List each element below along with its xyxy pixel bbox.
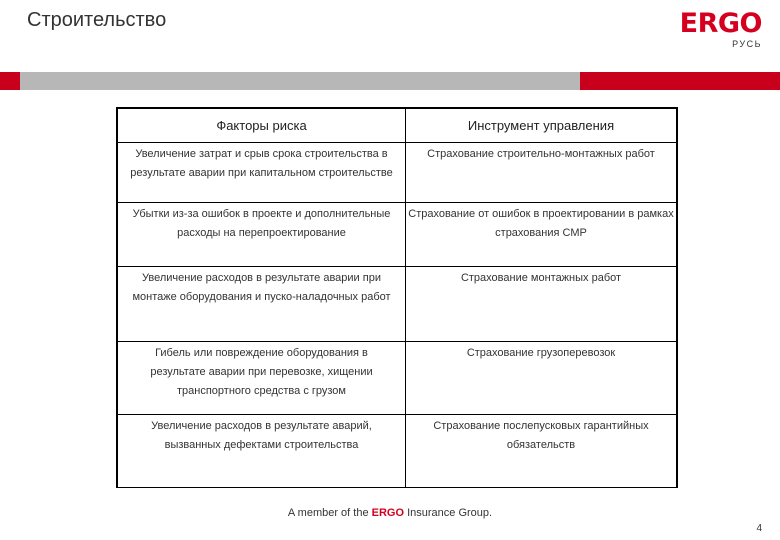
risk-cell: Увеличение расходов в результате аварий, вызванных дефектами строительства — [118, 415, 406, 488]
band-red-left — [0, 72, 20, 90]
risk-cell: Убытки из-за ошибок в проекте и дополнительные расходы на перепроектирование — [118, 203, 406, 267]
tool-cell: Страхование грузоперевозок — [406, 342, 677, 415]
band-grey — [20, 72, 580, 90]
table-row — [118, 203, 677, 267]
risk-cell: Увеличение расходов в результате аварии при монтаже оборудования и пуско-наладочных работ — [118, 267, 406, 342]
risk-cell: Увеличение затрат и срыв срока строительства в результате аварии при капитальном строительстве — [118, 143, 406, 203]
footer-brand: ERGO — [371, 507, 405, 519]
logo-wordmark: ERGO — [679, 8, 762, 39]
header-risk-factors: Факторы риска — [118, 109, 406, 143]
footer-prefix: A member of the — [287, 507, 372, 519]
footer-suffix: Insurance Group. — [404, 507, 493, 519]
ergo-logo — [680, 10, 762, 49]
table-row — [118, 143, 677, 203]
header-management-tool: Инструмент управления — [406, 109, 677, 143]
risk-table — [116, 107, 678, 488]
table-row — [118, 415, 677, 488]
table-row — [118, 342, 677, 415]
table-header-row — [118, 109, 677, 143]
footer-tagline — [0, 507, 780, 519]
band-red-right — [580, 72, 780, 90]
tool-cell: Страхование послепусковых гарантийных обязательств — [406, 415, 677, 488]
header-band — [0, 72, 780, 90]
page-number: 4 — [756, 523, 762, 534]
logo-subtitle: РУСЬ — [732, 39, 762, 49]
risk-cell: Гибель или повреждение оборудования в результате аварии при перевозке, хищении транспортного средства с грузом — [118, 342, 406, 415]
slide-title: Строительство — [27, 9, 167, 31]
tool-cell: Страхование строительно-монтажных работ — [406, 143, 677, 203]
tool-cell: Страхование монтажных работ — [406, 267, 677, 342]
table-row — [118, 267, 677, 342]
tool-cell: Страхование от ошибок в проектировании в рамках страхования СМР — [406, 203, 677, 267]
